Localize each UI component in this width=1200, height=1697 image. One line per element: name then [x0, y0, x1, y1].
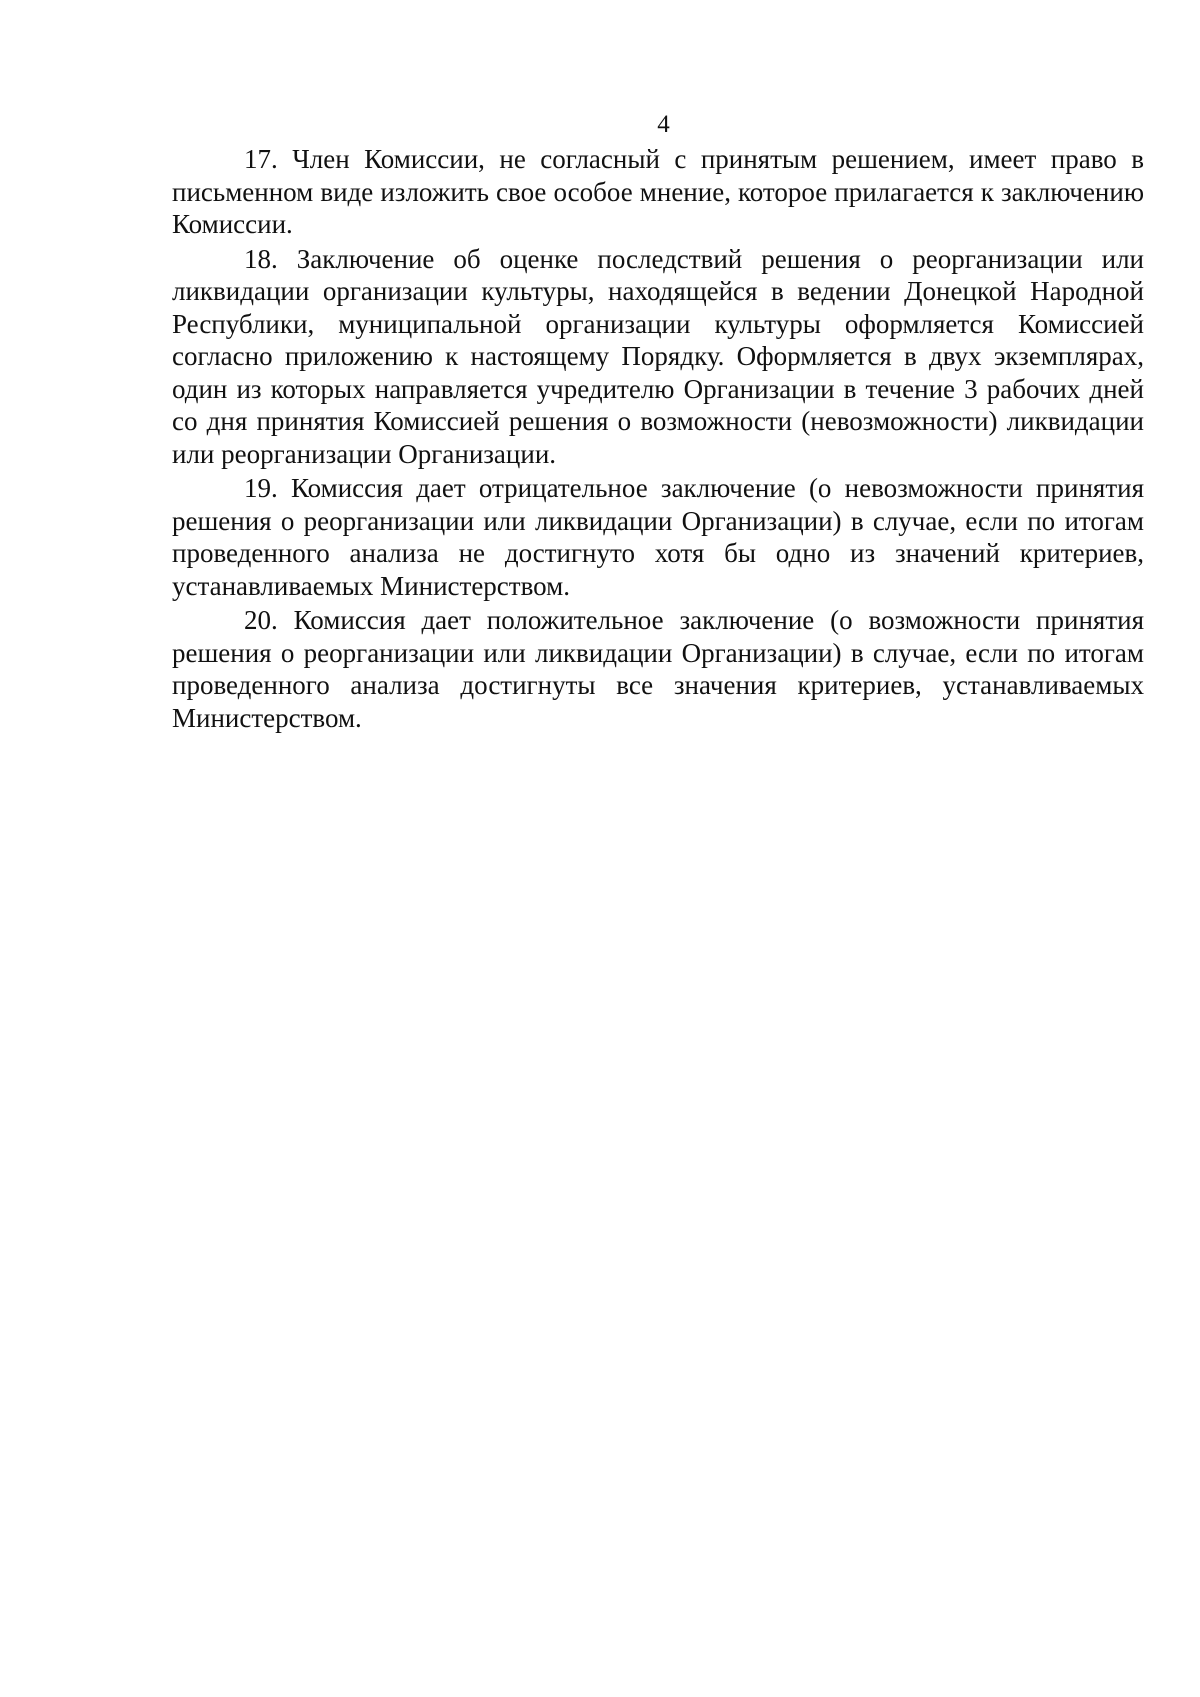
page-number: 4 [657, 111, 670, 138]
paragraph-18: 18. Заключение об оценке последствий решения о реорганизации или ликвидации организации культуры, находящейся в ведении Донецкой Народной Республики, муниципальной организации культуры оформляется Комиссией согласно приложению к настоящему Порядку. Оформляется в двух экземплярах, один из которых направляется учредителю Организации в течение 3 рабочих дней со дня принятия Комиссией решения о возможности (невозможности) ликвидации или реорганизации Организации. [172, 243, 1144, 469]
paragraph-20: 20. Комиссия дает положительное заключение (о возможности принятия решения о реорганизации или ликвидации Организации) в случае, если по итогам проведенного анализа достигнуты все значения критериев, устанавливаемых Министерством. [172, 605, 1144, 733]
paragraph-19: 19. Комиссия дает отрицательное заключение (о невозможности принятия решения о реорганизации или ликвидации Организации) в случае, если по итогам проведенного анализа не достигнуто хотя бы одно из значений критериев, устанавливаемых Министерством. [172, 473, 1144, 601]
document-body [172, 143, 1144, 736]
paragraph-17: 17. Член Комиссии, не согласный с принятым решением, имеет право в письменном виде изложить свое особое мнение, которое прилагается к заключению Комиссии. [172, 144, 1144, 239]
